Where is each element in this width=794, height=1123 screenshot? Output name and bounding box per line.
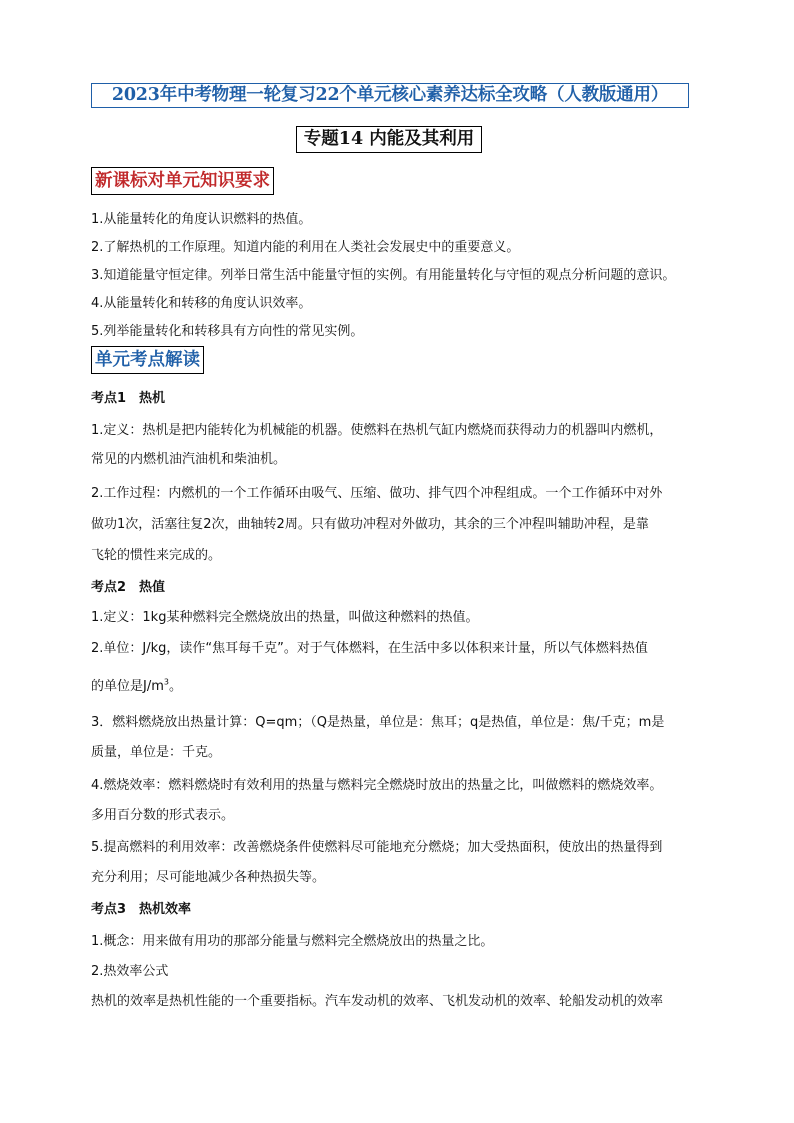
keypoint-text: 2.热效率公式 (91, 964, 169, 979)
keypoint-title-calorific-value: 考点2 热值 (91, 580, 166, 595)
requirement-item: 4.从能量转化和转移的角度认识效率。 (91, 296, 312, 311)
requirement-item: 1.从能量转化的角度认识燃料的热值。 (91, 212, 312, 227)
keypoint-text: 做功1次，活塞往复2次，曲轴转2周。只有做功冲程对外做功，其余的三个冲程叫辅助冲程，是靠 (91, 517, 649, 532)
requirement-item: 2.了解热机的工作原理。知道内能的利用在人类社会发展史中的重要意义。 (91, 240, 520, 255)
keypoint-text: 1.定义：热机是把内能转化为机械能的机器。使燃料在热机气缸内燃烧而获得动力的机器叫内燃机， (91, 423, 663, 438)
keypoint-title-heat-engine: 考点1 热机 (91, 391, 166, 406)
requirement-item: 3.知道能量守恒定律。列举日常生活中能量守恒的实例。有用能量转化与守恒的观点分析问题的意识。 (91, 268, 676, 283)
main-title: 2023年中考物理一轮复习22个单元核心素养达标全攻略（人教版通用） (91, 83, 689, 108)
keypoint-text: 质量，单位是：千克。 (91, 745, 222, 760)
section-heading-keypoints: 单元考点解读 (91, 346, 204, 374)
topic-title: 专题14 内能及其利用 (296, 126, 482, 153)
unit-superscript: 3 (163, 677, 169, 687)
keypoint-text: 3．燃料燃烧放出热量计算：Q=qm；（Q是热量，单位是：焦耳；q是热值，单位是：焦/千克；m是 (91, 715, 665, 730)
keypoint-text-unit: 的单位是$J/m^3$。 (91, 677, 182, 694)
keypoint-text: 常见的内燃机油汽油机和柴油机。 (91, 452, 287, 467)
keypoint-text: 飞轮的惯性来完成的。 (91, 548, 222, 563)
section-heading-requirements: 新课标对单元知识要求 (91, 167, 274, 195)
requirement-item: 5.列举能量转化和转移具有方向性的常见实例。 (91, 324, 364, 339)
keypoint-text: 1.定义：1kg某种燃料完全燃烧放出的热量，叫做这种燃料的热值。 (91, 610, 479, 625)
keypoint-text: 热机的效率是热机性能的一个重要指标。汽车发动机的效率、飞机发动机的效率、轮船发动机的效率 (91, 994, 664, 1009)
keypoint-text: 1.概念：用来做有用功的那部分能量与燃料完全燃烧放出的热量之比。 (91, 934, 494, 949)
keypoint-text: 充分利用；尽可能地减少各种热损失等。 (91, 870, 326, 885)
keypoint-text: 4.燃烧效率：燃料燃烧时有效利用的热量与燃料完全燃烧时放出的热量之比，叫做燃料的燃烧效率。 (91, 778, 663, 793)
keypoint-text: 2.工作过程：内燃机的一个工作循环由吸气、压缩、做功、排气四个冲程组成。一个工作循环中对外 (91, 486, 663, 501)
keypoint-title-thermal-efficiency: 考点3 热机效率 (91, 902, 192, 917)
keypoint-text: 2.单位：J/kg，读作“焦耳每千克”。对于气体燃料，在生活中多以体积来计量，所以气体燃料热值 (91, 641, 648, 656)
keypoint-text: 多用百分数的形式表示。 (91, 808, 235, 823)
keypoint-text: 5.提高燃料的利用效率：改善燃烧条件使燃料尽可能地充分燃烧；加大受热面积，使放出的热量得到 (91, 840, 663, 855)
